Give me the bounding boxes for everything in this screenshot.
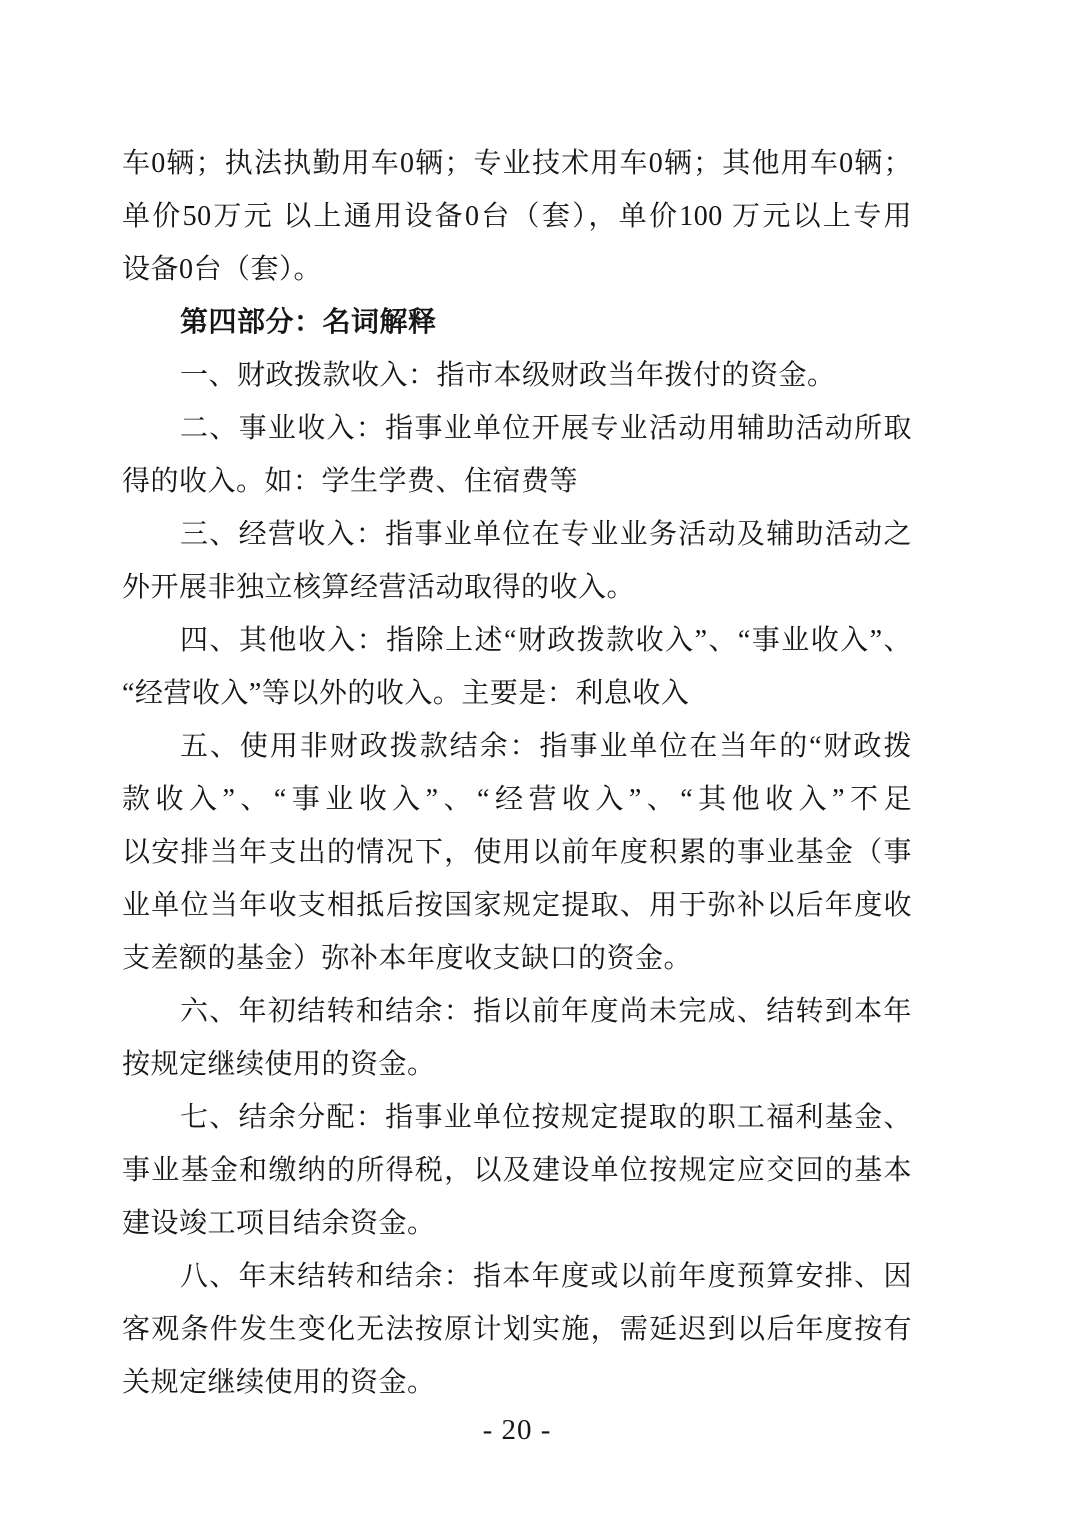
body-line: 客观条件发生变化无法按原计划实施，需延迟到以后年度按有 [122, 1314, 912, 1345]
body-line: “经营收入”等以外的收入。主要是：利息收入 [122, 678, 690, 709]
body-line: 车0辆；执法执勤用车0辆；专业技术用车0辆；其他用车0辆； [122, 148, 912, 179]
body-line: 一、财政拨款收入：指市本级财政当年拨付的资金。 [180, 360, 836, 391]
body-line: 外开展非独立核算经营活动取得的收入。 [122, 572, 636, 603]
body-line: 建设竣工项目结余资金。 [122, 1208, 436, 1239]
body-line: 七、结余分配：指事业单位按规定提取的职工福利基金、 [180, 1102, 912, 1133]
body-line: 四、其他收入：指除上述“财政拨款收入”、“事业收入”、 [180, 625, 912, 656]
body-line: 按规定继续使用的资金。 [122, 1049, 436, 1080]
body-line: 事业基金和缴纳的所得税，以及建设单位按规定应交回的基本 [122, 1155, 912, 1186]
body-line: 得的收入。如：学生学费、住宿费等 [122, 466, 579, 497]
body-line: 业单位当年收支相抵后按国家规定提取、用于弥补以后年度收 [122, 890, 912, 921]
body-line: 款收入”、“事业收入”、“经营收入”、“其他收入”不足 [122, 784, 912, 815]
body-line: 二、事业收入：指事业单位开展专业活动用辅助活动所取 [180, 413, 912, 444]
body-line: 支差额的基金）弥补本年度收支缺口的资金。 [122, 943, 693, 974]
page-body [122, 137, 912, 1409]
page-number: - 20 - [482, 1414, 552, 1446]
body-line: 以安排当年支出的情况下，使用以前年度积累的事业基金（事 [122, 837, 912, 868]
section-heading: 第四部分：名词解释 [180, 307, 437, 338]
body-line: 单价50万元 以上通用设备0台（套），单价100 万元以上专用 [122, 201, 912, 232]
body-line: 六、年初结转和结余：指以前年度尚未完成、结转到本年 [180, 996, 912, 1027]
body-line: 五、使用非财政拨款结余：指事业单位在当年的“财政拨 [180, 731, 912, 762]
body-line: 三、经营收入：指事业单位在专业业务活动及辅助活动之 [180, 519, 912, 550]
body-line: 设备0台（套）。 [122, 254, 323, 285]
body-line: 关规定继续使用的资金。 [122, 1367, 436, 1398]
body-line: 八、年末结转和结余：指本年度或以前年度预算安排、因 [180, 1261, 912, 1292]
